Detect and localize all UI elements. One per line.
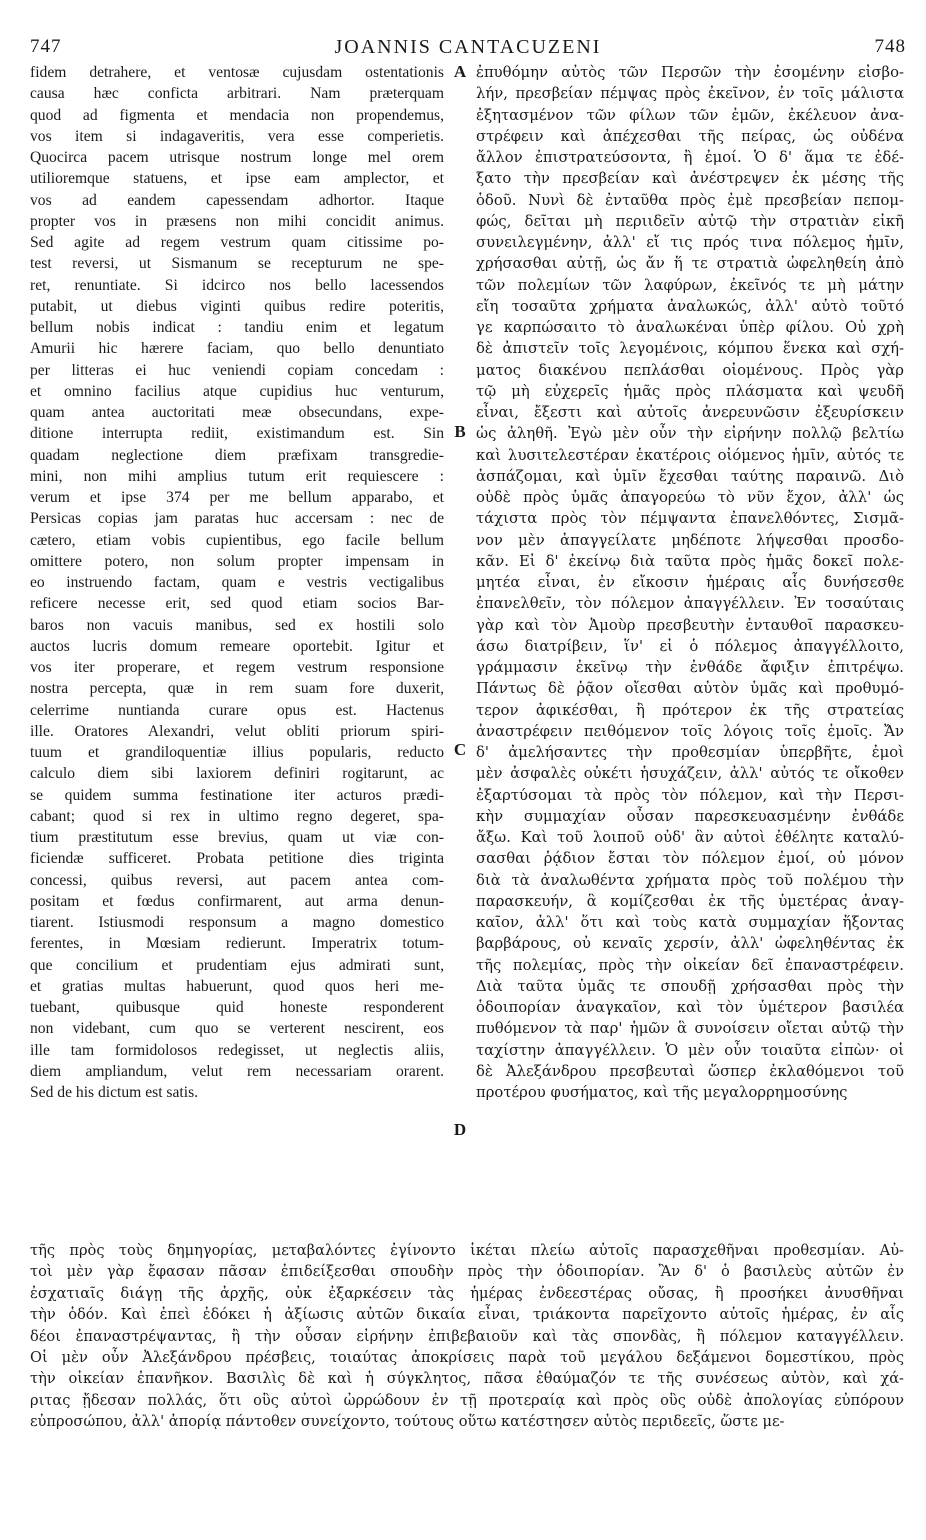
latin-text-line: ferentes, in Mœsiam redierunt. Imperatrix totum- xyxy=(30,935,444,953)
greek-text-line: τερον ἀφικέσθαι, ἢ πρότερον ἐκ τῆς στρατείας xyxy=(476,701,904,719)
greek-text-line: ὁδοῦ. Νυνὶ δὲ ἐνταῦθα πρὸς ἐμὲ πρεσβείαν πεπομ- xyxy=(476,191,904,209)
latin-text-line: tiarent. Istiusmodi responsum a magno domestico xyxy=(30,914,444,931)
latin-text-line: omittere potero, non solum propter impensam in xyxy=(30,552,444,570)
latin-text-line: ditione interrupta rediit, existimandum est. Sin xyxy=(30,425,444,443)
greek-text-line: στρέφειν καὶ ἀπέχεσθαι τῆς πείρας, ὡς οὐδένα xyxy=(476,127,904,145)
greek-text-line: συνειλεγμένην, ἀλλ' εἴ τις πρός τινα πόλεμος ἡμῖν, xyxy=(476,234,904,251)
greek-text-line: λήν, πρεσβείαν πέμψας πρὸς ἐκεῖνον, ἐν τοῖς μάλιστα xyxy=(476,85,904,103)
greek-text-line: ὡς ἀληθῆ. Ἐγὼ μὲν οὖν τὴν εἰρήνην πολλῷ βελτίω xyxy=(476,425,904,443)
latin-text-line: utilioremque statuens, et ipse eam amplector, et xyxy=(30,170,444,188)
latin-text-line: celerrime nuntiandа curare opus est. Hactenus xyxy=(30,701,444,719)
latin-text-line: et gratias multas habuerunt, quod quos heri me- xyxy=(30,977,444,995)
latin-text-line: Amurii hic hærere faciam, quo bello denuntiato xyxy=(30,340,444,358)
latin-text-line: Persicas copias jam paratas huc accersam : nec de xyxy=(30,510,444,528)
latin-text-line: tuebant, quibusque quid honeste responderent xyxy=(30,999,444,1016)
latin-text-line: positam et fœdus confirmarent, aut arma denun- xyxy=(30,892,444,910)
greek-text-line: δὲ Ἀλεξάνδρου πρεσβευταὶ ὥσπερ ἐκλαθόμενοι τοῦ xyxy=(476,1062,904,1080)
greek-text-line: Οἱ μὲν οὖν Ἀλεξάνδρου πρέσβεις, τοιαύτας ἀποκρίσεις παρὰ τοῦ μεγάλου δεξάμενοι δομεστίκου, πρὸς xyxy=(30,1349,904,1367)
latin-text-line: quod ad figmenta et mendacia non propendemus, xyxy=(30,106,444,124)
greek-text-line: ἀσπάζομαι, καὶ ὑμῖν ἔχεσθαι ταύτης παραινῶ. Διὸ xyxy=(476,467,904,485)
greek-text-line: ἐπυθόμην αὐτὸς τῶν Περσῶν τὴν ἐσομένην εἰσβο- xyxy=(476,64,904,81)
latin-text-line: ille. Oratores Alexandri, velut obliti priorum spiri- xyxy=(30,722,444,740)
greek-text-line: γράμμασιν ἐκεῖνῳ τὴν ἐνθάδε ἄφιξιν ἐπιτρέψω. xyxy=(476,659,904,676)
section-marker-c: C xyxy=(453,740,467,759)
greek-text-line: Πάντως δὲ ῥᾷον οἴεσθαι αὐτὸν ὑμᾶς καὶ προθυμό- xyxy=(476,680,904,698)
greek-text-line: σασθαι ῥᾴδιον ἔσται τὸν πόλεμον ἐμοί, οὐ μόνον xyxy=(476,850,904,868)
latin-text-line: nostra percepta, quæ in rem suam fore duxerit, xyxy=(30,680,444,698)
latin-text-line: non videbant, cum quo se verterent nescirent, eos xyxy=(30,1020,444,1038)
section-marker-d: D xyxy=(453,1120,467,1139)
greek-text-line: νον μὲν ἀπαγγείλατε μηδέποτε λήψεσθαι προσδο- xyxy=(476,531,904,549)
greek-text-line: καὶ λυσιτελεστέραν ἑκατέροις οἰόμενος ἡμῖν, αὐτός τε xyxy=(476,446,904,464)
latin-text-line: propter vos in præsens non mihi concidit animus. xyxy=(30,212,444,230)
latin-text-line: Sed agite ad regem vestrum quam citissime po- xyxy=(30,234,444,251)
latin-text-line: ille tam formidolosos redegisset, ut neglectis aliis, xyxy=(30,1041,444,1059)
latin-text-line: et omnino facilius atque cupidius huc venturum, xyxy=(30,382,444,400)
running-title: JOANNIS CANTACUZENI xyxy=(334,36,602,58)
latin-text-line: que concilium et prudentiam ejus admirati sunt, xyxy=(30,956,444,974)
latin-text-line: Quocirca pacem utrisque nostrum longe mel orem xyxy=(30,149,444,166)
greek-text-line: πυθόμενον τὰ παρ' ἡμῶν ἃ συνοίσειν οἴεται αὐτῷ τὴν xyxy=(476,1020,904,1038)
greek-text-line: ἄξω. Καὶ τοῦ λοιποῦ οὐδ' ἂν αὐτοὶ ἐθέλητε καταλύ- xyxy=(476,829,904,846)
greek-text-line: γὰρ καὶ τὸν Ἀμοὺρ πρεσβευτὴν ἐνταυθοῖ παρασκευ- xyxy=(476,616,904,634)
latin-text-line: eo instruendo factam, quam e vestris vectigalibus xyxy=(30,574,444,591)
page-number-left: 747 xyxy=(30,36,62,57)
greek-text-line: παρασκευήν, ἃ κομίζεσθαι ἐκ τῆς ὑμετέρας ἀναγ- xyxy=(476,892,904,910)
greek-text-line: προτέρου φυσήματος, καὶ τῆς μεγαλορρημοσύνης xyxy=(476,1084,848,1101)
greek-text-line: τὴν οἰκείαν ἐπανῆκον. Βασιλὶς δὲ καὶ ἡ σύγκλητος, πᾶσα ἐθαύμαζόν τε τῆς συνέσεως αὐτὸν, καὶ χά- xyxy=(30,1370,904,1388)
greek-text-line: οὐδὲ πρὸς ὑμᾶς ἀπαγορεύω τὸ νῦν ἔχον, ἀλλ' ὡς xyxy=(476,489,904,506)
greek-text-line: κὴν συμμαχίαν οὖσαν παρεσκευασμένην ἐνθάδε xyxy=(476,807,904,825)
greek-text-line: ξατο τὴν πρεσβείαν καὶ ἀνέστρεψεν ἐκ μέσης τῆς xyxy=(476,170,904,188)
greek-text-line: ριτας ᾔδεσαν πολλάς, ὅτι οὓς αὐτοὶ ὠρρώδουν ἐν τῇ προτεραίᾳ καὶ πρὸς οὓς οὐδὲ ἀπολογίας εὐπόρουν xyxy=(30,1391,904,1409)
greek-text-line: ἐξαρτύσομαι τὰ πρὸς τὸν πόλεμον, καὶ τὴν Περσι- xyxy=(476,786,904,804)
greek-text-line: εὐπροσώπου, ἀλλ' ἀπορίᾳ πάντοθεν συνείχοντο, τούτους οὕτω κατέστησεν αὐτὸς περιδεεῖς, ὥστε με- xyxy=(30,1413,785,1431)
greek-text-line: δέοι ἐπαναστρέψαντας, ἢ τὴν οὖσαν εἰρήνην ἐπιβεβαιοῦν καὶ τὰς σπονδὰς, ἢ πόλεμον καταγγέλλειν. xyxy=(30,1327,904,1345)
greek-column xyxy=(476,62,904,1103)
latin-text-line: se quidem summa festinatione iter acturos prædi- xyxy=(30,786,444,804)
greek-text-line: τὴν ὁδόν. Καὶ ἐπεὶ ἐδόκει ἡ ἀξίωσις αὐτῶν δικαία εἶναι, τριάκοντα παρεῖχοντο αὐτοῖς ἡμέρας, ἐν αἷς xyxy=(30,1306,904,1324)
latin-text-line: vos item si indagaveritis, vera esse comperietis. xyxy=(30,127,444,145)
greek-text-line: χρήσασθαι αὐτῇ, ὡς ἄν ἥ τε στρατιὰ ὠφεληθείη ἀπὸ xyxy=(476,255,904,273)
latin-text-line: ficiendæ sufficeret. Probata petitione dies triginta xyxy=(30,850,444,868)
greek-text-line: κᾶν. Εἰ δ' ἐκείνῳ διὰ ταῦτα πρὸς ἡμᾶς δοκεῖ πολε- xyxy=(476,552,904,570)
latin-text-line: bellum nobis indicat : tandiu enim et legatum xyxy=(30,319,444,336)
latin-text-line: reficere necesse erit, sed quod etiam socios Bar- xyxy=(30,595,444,613)
greek-text-line: τῆς πολεμίας, πρὸς τὴν οἰκείαν δεῖ ἐπαναστρέφειν. xyxy=(476,956,904,974)
greek-text-line: καῖον, ἀλλ' ὅτι καὶ τοὺς κατὰ συμμαχίαν ἥξοντας xyxy=(476,914,904,931)
greek-text-line: εἶναι, ἔξεστι καὶ αὐτοῖς ἀνερευνῶσιν ἐξευρίσκειν xyxy=(476,404,904,421)
latin-text-line: cabant; quod si rex in ultimo regno degeret, spa- xyxy=(30,807,444,825)
latin-text-line: quadam neglectione diem præfixam transgredie- xyxy=(30,446,444,464)
latin-text-line: concessi, quibus reversi, aut pacem antea com- xyxy=(30,871,444,889)
greek-text-line: ἐξητασμένον τῶν φίλων τῶν ἐμῶν, ἐκέλευον ἀνα- xyxy=(476,106,904,124)
latin-text-line: diem ampliandum, velut rem necessariam orarent. xyxy=(30,1062,444,1080)
section-marker-b: B xyxy=(454,422,466,441)
greek-text-line: ἀναστρέφειν πειθόμενον τοῖς λόγοις τοῖς ἐμοῖς. Ἄν xyxy=(476,722,904,740)
greek-text-line: τῶν πολεμίων τῶν λαφύρων, ἐκεῖνός τε μὴ μάτην xyxy=(476,276,904,294)
latin-text-line: verum et ipse 374 per me bellum apparabo, et xyxy=(30,489,444,506)
greek-text-line: ἐσχατιαῖς διάγῃ τῆς ἀρχῆς, οὐκ ἐξαρκέσειν τὰς ἡμέρας ἐνδεεστέρας οὔσας, ἢ προσήκει ἀνυσθῆναι xyxy=(30,1284,904,1302)
greek-text-line: δ' ἀμελήσαντες τὴν προθεσμίαν ὑπερβῆτε, ἐμοὶ xyxy=(476,744,904,761)
greek-text-line: τάχιστα πρὸς τὸν πέμψαντα ἐπανελθόντες, Σισμᾶ- xyxy=(476,510,904,528)
greek-text-line: ταχίστην ἀπαγγέλλειν. Ὁ μὲν οὖν τοιαῦτα εἰπὼν· οἱ xyxy=(476,1041,904,1059)
latin-text-line: per litteras ei huc veniendi copiam concedam : xyxy=(30,361,444,379)
latin-text-line: baros non vacuis manibus, sed ex hostili solo xyxy=(30,616,444,634)
latin-text-line: fidem detrahere, et ventosæ cujusdam ostentationis xyxy=(30,64,444,81)
latin-text-line: vos ad eandem capessendam adhortor. Itaque xyxy=(30,191,444,209)
latin-text-line: calculo diem sibi laxiorem definiri rogitarunt, ac xyxy=(30,765,444,783)
latin-text-line: vos iter properare, et regem vestrum responsione xyxy=(30,659,444,676)
latin-text-line: test reversi, ut Sismanum se recepturum ne spe- xyxy=(30,255,444,273)
greek-text-line: φώς, δεῖται μὴ περιιδεῖν αὐτῷ τὴν στρατιὰν εἰκῆ xyxy=(476,212,904,230)
greek-text-line: βαρβάρους, οὐ κεναῖς χερσίν, ἀλλ' ὠφεληθέντας ἐκ xyxy=(476,935,904,953)
section-marker-a: A xyxy=(453,62,467,81)
greek-text-line: εἴη τοσαῦτα χρήματα ἀναλωκώς, ἀλλ' αὐτὸ τοῦτό xyxy=(476,297,904,315)
greek-text-line: τῷ μὴ εὐχερεῖς ἡμᾶς πρὸς πλάσματα καὶ ψευδῆ xyxy=(476,382,904,400)
greek-text-line: τοὶ μὲν γὰρ ἔφασαν πᾶσαν ἐπιδείξεσθαι σπουδὴν πρὸς τὴν ὁδοιπορίαν. Ἂν δ' ὁ βασιλεὺς αὐτῶν ἐν xyxy=(30,1263,904,1281)
latin-text-line: mini, non mihi amplius tutum erit requiescere : xyxy=(30,467,444,485)
latin-text-line: auctos lucris domum remeare oportebit. Igitur et xyxy=(30,637,444,655)
greek-text-line: διὰ τὰ ἀναλωθέντα χρήματα πρὸς τοῦ πολέμου τὴν xyxy=(476,871,904,889)
greek-text-line: μὲν ἀσφαλὲς οὐκέτι ἡσυχάζειν, ἀλλ' αὐτός τε οἴκοθεν xyxy=(476,765,904,783)
latin-text-line: quam antea auctoritati meæ obsecundans, expe- xyxy=(30,404,444,421)
latin-text-line: tuum et grandiloquentiæ illius popularis, reducto xyxy=(30,744,444,761)
latin-text-line: Sed de his dictum est satis. xyxy=(30,1084,199,1101)
latin-text-line: putabit, ut diebus viginti quibus redire poteritis, xyxy=(30,297,444,315)
latin-column xyxy=(30,62,444,1103)
greek-text-line: μητέα εἶναι, ἐν εἴκοσιν ἡμέραις αἷς δυνήσεσθε xyxy=(476,574,904,591)
greek-text-line: ματος διακένου πεπλάσθαι οἰομένους. Πρὸς γὰρ xyxy=(476,361,904,379)
greek-text-line: ἐπανελθεῖν, τὸν πόλεμον ἀπαγγέλλειν. Ἐν τοσαύταις xyxy=(476,595,904,613)
greek-text-line: ὁδοιπορίαν ἀναγκαῖον, καὶ τὸν ὑμέτερον βασιλέα xyxy=(476,999,904,1016)
greek-full-width-block xyxy=(30,1240,904,1433)
page-number-right: 748 xyxy=(874,36,906,57)
greek-text-line: τῆς πρὸς τοὺς δημηγορίας, μεταβαλόντες ἐγίνοντο ἱκέται πλείω αὐτοῖς παρασχεθῆναι προθεσμίαν. Αὐ- xyxy=(30,1242,904,1259)
greek-text-line: Διὰ ταῦτα ὑμᾶς τε σπουδῇ χρήσασθαι πρὸς τὴν xyxy=(476,977,904,995)
greek-text-line: άσω διατρίβειν, ἵν' εἰ ὁ πόλεμος ἀπαγγέλλοιτο, xyxy=(476,637,904,655)
greek-text-line: ἄλλον ἐπιστρατεύσοντα, ἢ ἐμοί. Ὁ δ' ἅμα τε ἐδέ- xyxy=(476,149,904,166)
running-head xyxy=(30,36,906,60)
latin-text-line: causa hæc conficta arbitrari. Nam præterquam xyxy=(30,85,444,103)
greek-text-line: δὲ ἀπιστεῖν τοῖς λεγομένοις, κόμπου ἕνεκα καὶ σχή- xyxy=(476,340,904,358)
greek-text-line: γε καρπώσαιτο τὸ ἀναλωκέναι ὑπὲρ φίλου. Οὐ χρὴ xyxy=(476,319,904,336)
latin-text-line: tium præstitutum esse brevius, quam ut viæ con- xyxy=(30,829,444,846)
latin-text-line: ret, renuntiate. Si idcirco nos bello lacessendos xyxy=(30,276,444,294)
latin-text-line: cætero, etiam vobis cupientibus, ego facile bellum xyxy=(30,531,444,549)
